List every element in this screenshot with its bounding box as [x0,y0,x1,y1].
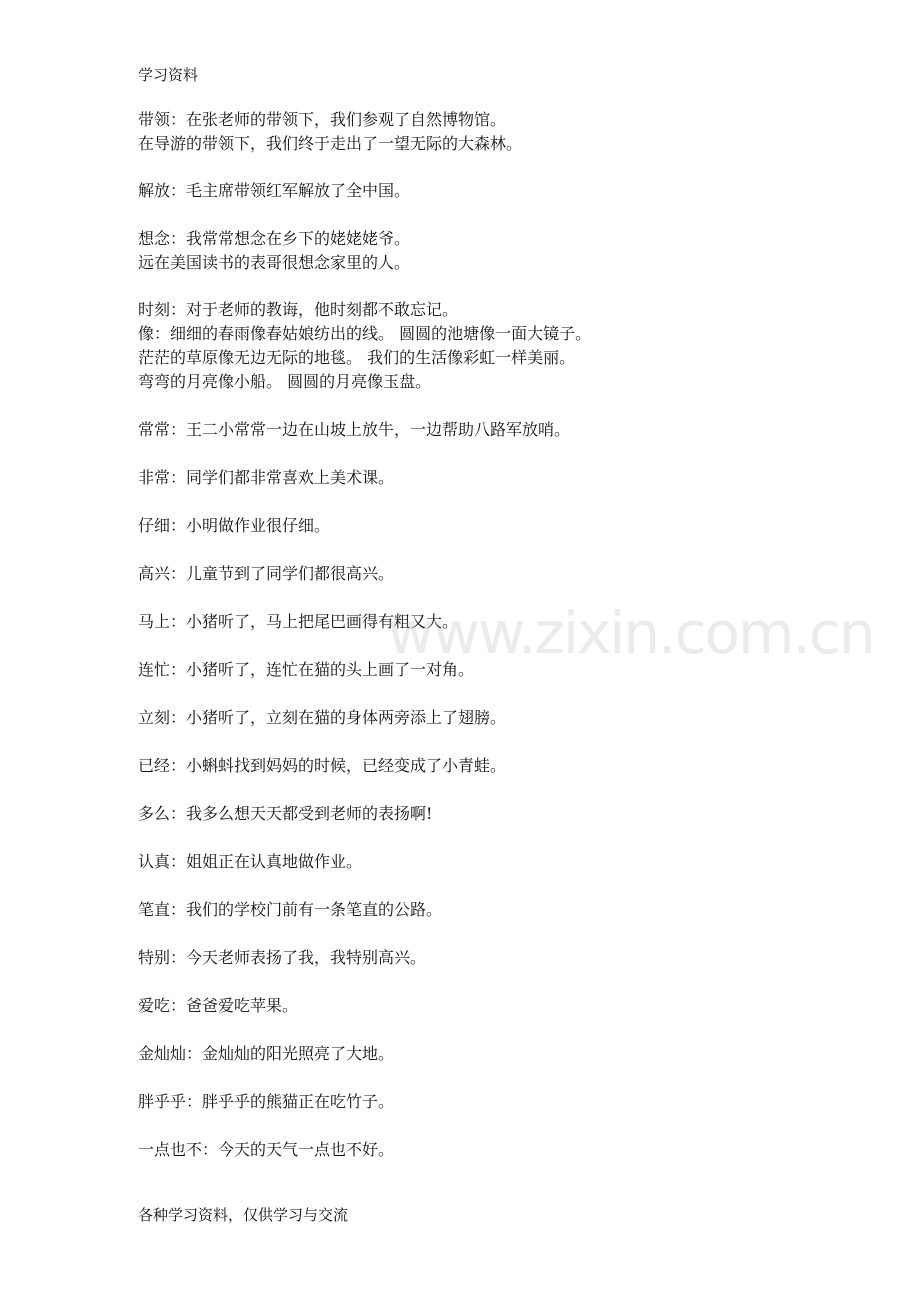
entry-line: 在导游的带领下，我们终于走出了一望无际的大森林。 [138,134,523,153]
entry-gaoxing [138,562,868,610]
entry-tebie [138,946,868,994]
entry-line: 一点也不：今天的天气一点也不好。 [138,1140,395,1159]
entry-changchang [138,418,868,466]
entry-bizhi [138,898,868,946]
entry-jincancan [138,1042,868,1090]
entry-line: 时刻：对于老师的教诲，他时刻都不敢忘记。 [138,300,459,319]
entry-panghuhu [138,1090,868,1138]
entry-yidianyebu [138,1138,868,1186]
entry-line: 多么：我多么想天天都受到老师的表扬啊! [138,804,433,823]
entry-line: 特别：今天老师表扬了我，我特别高兴。 [138,948,427,967]
entry-xiangnian [138,227,868,298]
entry-line: 想念：我常常想念在乡下的姥姥姥爷。 [138,229,411,248]
entry-feichang [138,466,868,514]
entry-shike-xiang [138,298,868,418]
entry-yijing [138,754,868,802]
entry-line: 像：细细的春雨像春姑娘纺出的线。 圆圆的池塘像一面大镜子。 [138,324,592,343]
entry-line: 仔细：小明做作业很仔细。 [138,516,331,535]
entry-line: 常常：王二小常常一边在山坡上放牛，一边帮助八路军放哨。 [138,420,571,439]
entry-line: 连忙：小猪听了，连忙在猫的头上画了一对角。 [138,660,475,679]
page-header: 学习资料 [138,66,199,84]
entry-dailing [138,108,868,179]
entry-aichi [138,994,868,1042]
entry-line: 解放：毛主席带领红军解放了全中国。 [138,181,411,200]
entry-line: 远在美国读书的表哥很想念家里的人。 [138,253,411,272]
entry-jiefang [138,179,868,227]
entry-line: 高兴：儿童节到了同学们都很高兴。 [138,564,395,583]
watermark-text: www.zixin.com.cn [387,599,874,667]
entry-line: 弯弯的月亮像小船。 圆圆的月亮像玉盘。 [138,372,432,391]
entry-line: 立刻：小猪听了，立刻在猫的身体两旁添上了翅膀。 [138,708,507,727]
entry-line: 茫茫的草原像无边无际的地毯。 我们的生活像彩虹一样美丽。 [138,348,576,367]
entry-line: 已经：小蝌蚪找到妈妈的时候，已经变成了小青蛙。 [138,756,507,775]
entry-line: 金灿灿：金灿灿的阳光照亮了大地。 [138,1044,395,1063]
entry-line: 胖乎乎：胖乎乎的熊猫正在吃竹子。 [138,1092,395,1111]
word-sentence-list [138,108,868,1186]
entry-duome [138,802,868,850]
entry-line: 马上：小猪听了，马上把尾巴画得有粗又大。 [138,612,459,631]
entry-zixi [138,514,868,562]
entry-renzhen [138,850,868,898]
entry-line: 带领：在张老师的带领下，我们参观了自然博物馆。 [138,110,507,129]
page-footer: 各种学习资料，仅供学习与交流 [138,1206,349,1224]
entry-line: 笔直：我们的学校门前有一条笔直的公路。 [138,900,443,919]
entry-like [138,706,868,754]
entry-lianmang [138,658,868,706]
entry-line: 爱吃：爸爸爱吃苹果。 [138,996,299,1015]
entry-line: 非常：同学们都非常喜欢上美术课。 [138,468,395,487]
entry-mashang [138,610,868,658]
entry-line: 认真：姐姐正在认真地做作业。 [138,852,363,871]
